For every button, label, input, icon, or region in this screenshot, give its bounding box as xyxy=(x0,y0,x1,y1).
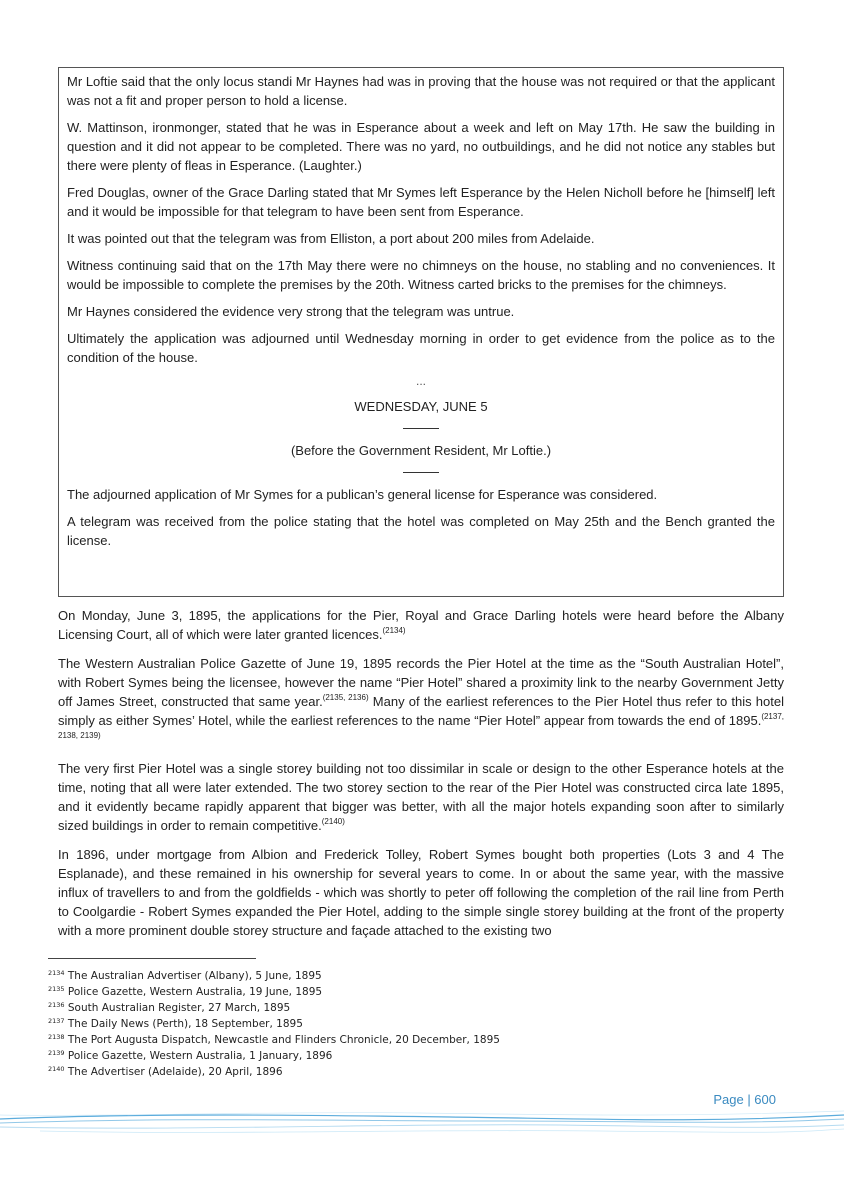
footnote-text: The Daily News (Perth), 18 September, 1895 xyxy=(67,1018,303,1030)
body-text: The Western Australian Police Gazette of June 19, 1895 records the Pier Hotel at the time as the “South Australian Hotel”, with Robert Symes being the licensee, however the name “Pier Hotel” shared a proximity link to the nearby Government Jetty off James Street, constructed that same year. xyxy=(58,656,784,709)
quote-paragraph: It was pointed out that the telegram was from Elliston, a port about 200 miles from Adelaide. xyxy=(67,231,595,246)
quote-paragraph: W. Mattinson, ironmonger, stated that he was in Esperance about a week and left on May 17th. He saw the building in question and it did not appear to be completed. There was no yard, no outbuildings, and he did not notice any stables but there were plenty of fleas in Esperance. (Laughter.) xyxy=(67,120,775,173)
main-body-text xyxy=(58,606,784,950)
section-divider xyxy=(403,472,439,473)
footnote-number: 2136 xyxy=(48,1001,65,1009)
body-text: On Monday, June 3, 1895, the applications for the Pier, Royal and Grace Darling hotels were heard before the Albany Licensing Court, all of which were later granted licences. xyxy=(58,608,784,642)
footnote xyxy=(48,1048,768,1064)
quoted-article-box xyxy=(58,67,784,597)
citation-ref: (2137, 2138, 2139) xyxy=(58,712,784,740)
footnote-number: 2135 xyxy=(48,985,65,993)
footnote-text: Police Gazette, Western Australia, 19 June, 1895 xyxy=(67,986,323,998)
footnote-text: South Australian Register, 27 March, 1895 xyxy=(67,1002,291,1014)
body-paragraph xyxy=(58,606,784,644)
footnote-number: 2140 xyxy=(48,1065,65,1073)
quote-paragraph: A telegram was received from the police stating that the hotel was completed on May 25th and the Bench granted the license. xyxy=(67,514,775,548)
body-paragraph xyxy=(58,654,784,749)
citation-ref: (2134) xyxy=(382,626,406,635)
footnotes-list xyxy=(48,968,768,1080)
omission-ellipsis: ... xyxy=(415,374,426,388)
quote-paragraph: Ultimately the application was adjourned until Wednesday morning in order to get evidence from the police as to the condition of the house. xyxy=(67,331,775,365)
footnote-separator xyxy=(48,958,256,959)
footnote-number: 2139 xyxy=(48,1049,65,1057)
footnote xyxy=(48,1000,768,1016)
footnote xyxy=(48,968,768,984)
body-paragraph xyxy=(58,759,784,835)
footnote-text: The Port Augusta Dispatch, Newcastle and Flinders Chronicle, 20 December, 1895 xyxy=(67,1034,500,1046)
body-paragraph: In 1896, under mortgage from Albion and Frederick Tolley, Robert Symes bought both properties (Lots 3 and 4 The Esplanade), and these remained in his ownership for several years to come. In or about the same year, with the massive influx of travellers to and from the goldfields - which was shortly to peter off following the completion of the rail line from Perth to Coolgardie - Robert Symes expanded the Pier Hotel, adding to the simple single storey building at the front of the property with a more prominent double storey structure and façade attached to the existing two xyxy=(58,847,784,938)
footnote xyxy=(48,1032,768,1048)
footnote xyxy=(48,1064,768,1080)
footnote-text: Police Gazette, Western Australia, 1 January, 1896 xyxy=(67,1050,333,1062)
quote-date-heading: WEDNESDAY, JUNE 5 xyxy=(354,399,488,414)
decorative-wave-lines xyxy=(0,1105,844,1145)
citation-ref: (2140) xyxy=(321,817,345,826)
quote-paragraph: Fred Douglas, owner of the Grace Darling stated that Mr Symes left Esperance by the Helen Nicholl before he [himself] left and it would be impossible for that telegram to have been sent from Esperance. xyxy=(67,185,775,219)
body-text: Many of the earliest references to the Pier Hotel thus refer to this hotel simply as either Symes’ Hotel, while the earliest references to the name “Pier Hotel” appear from towards the end of 1895. xyxy=(58,694,784,728)
quote-paragraph: Mr Haynes considered the evidence very strong that the telegram was untrue. xyxy=(67,304,515,319)
footnote-number: 2134 xyxy=(48,969,65,977)
quote-paragraph: Witness continuing said that on the 17th May there were no chimneys on the house, no stabling and no conveniences. It would be impossible to complete the premises by the 20th. Witness carted bricks to the premises for the chimneys. xyxy=(67,258,775,292)
section-divider xyxy=(403,428,439,429)
quote-paragraph: The adjourned application of Mr Symes for a publican’s general license for Esperance was considered. xyxy=(67,487,658,502)
quote-subheading: (Before the Government Resident, Mr Loftie.) xyxy=(290,443,552,458)
citation-ref: (2135, 2136) xyxy=(322,693,369,702)
footnote-number: 2138 xyxy=(48,1033,65,1041)
footnote-number: 2137 xyxy=(48,1017,65,1025)
body-text: The very first Pier Hotel was a single storey building not too dissimilar in scale or design to the other Esperance hotels at the time, noting that all were later extended. The two storey section to the rear of the Pier Hotel was constructed circa late 1895, and it evidently became rapidly apparent that bigger was better, with all the major hotels expanding soon after to similarly sized buildings in order to remain competitive. xyxy=(58,761,784,833)
footnote-text: The Advertiser (Adelaide), 20 April, 1896 xyxy=(67,1066,283,1078)
footnote xyxy=(48,1016,768,1032)
page-number: Page | 600 xyxy=(713,1092,776,1107)
quote-paragraph: Mr Loftie said that the only locus standi Mr Haynes had was in proving that the house was not required or that the applicant was not a fit and proper person to hold a license. xyxy=(67,74,775,108)
footnote-text: The Australian Advertiser (Albany), 5 June, 1895 xyxy=(67,970,322,982)
footnote xyxy=(48,984,768,1000)
